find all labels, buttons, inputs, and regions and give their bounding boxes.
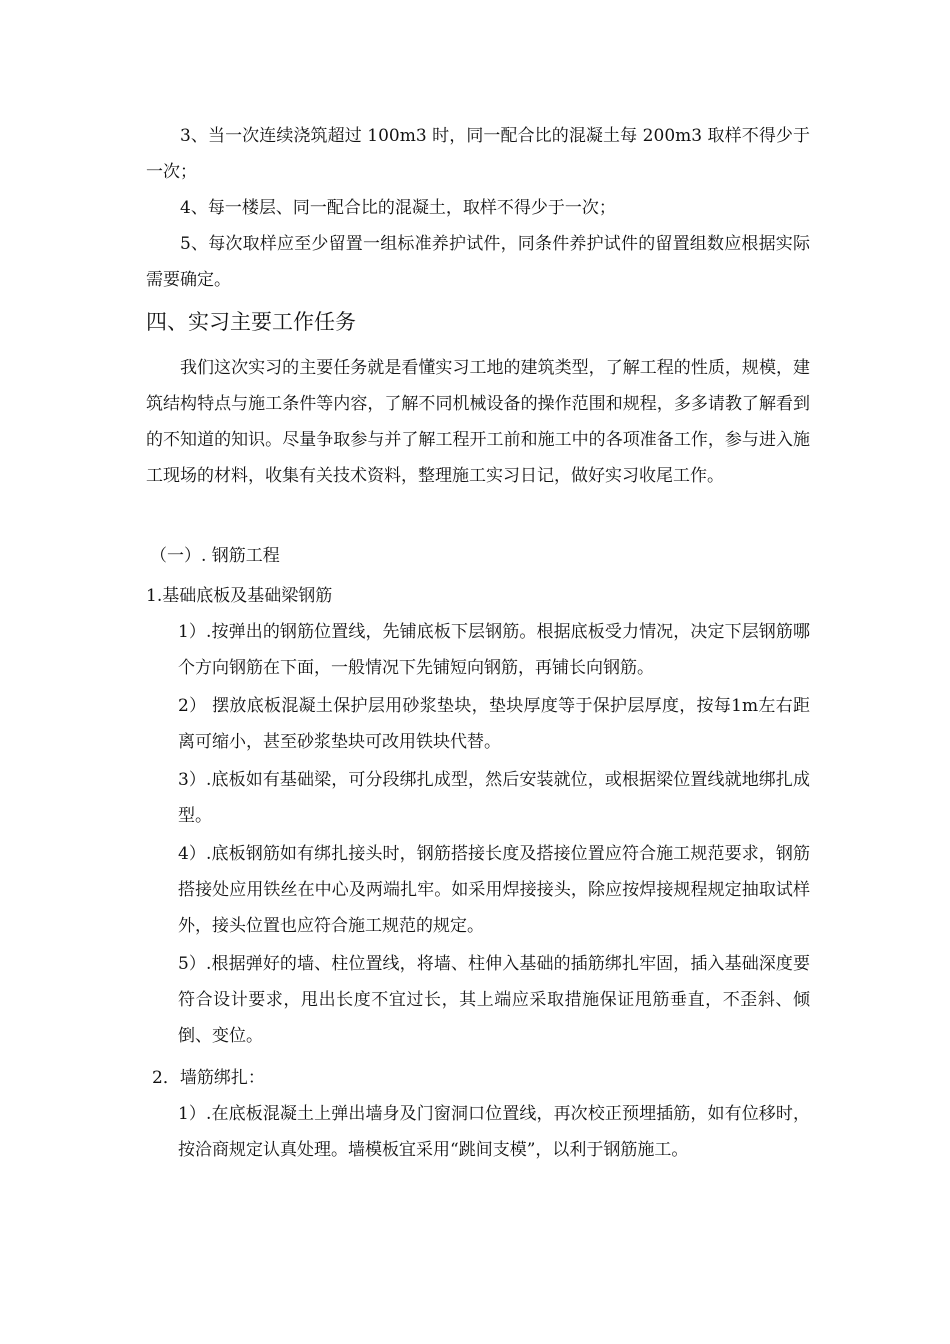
subsection-heading: （一）. 钢筋工程: [150, 546, 280, 566]
paragraph-sampling-3: 3、当一次连续浇筑超过 100m3 时，同一配合比的混凝土每 200m3 取样不得少于一次；: [146, 126, 810, 182]
step-1: 1）.按弹出的钢筋位置线，先铺底板下层钢筋。根据底板受力情况，决定下层钢筋哪个方向钢筋在下面，一般情况下先铺短向钢筋，再铺长向钢筋。: [178, 622, 810, 678]
wall-step-1: 1）.在底板混凝土上弹出墙身及门窗洞口位置线，再次校正预埋插筋，如有位移时，按洽商规定认真处理。墙模板宜采用“跳间支模”，以利于钢筋施工。: [178, 1104, 810, 1160]
paragraph-sampling-5: 5、每次取样应至少留置一组标准养护试件，同条件养护试件的留置组数应根据实际需要确定。: [146, 234, 810, 290]
step-5: 5）.根据弹好的墙、柱位置线，将墙、柱伸入基础的插筋绑扎牢固，插入基础深度要符合设计要求，甩出长度不宜过长，其上端应采取措施保证甩筋垂直，不歪斜、倾倒、变位。: [178, 954, 810, 1046]
step-2: 2） 摆放底板混凝土保护层用砂浆垫块，垫块厚度等于保护层厚度，按每1m左右距离可缩小，甚至砂浆垫块可改用铁块代替。: [178, 696, 810, 752]
step-3: 3）.底板如有基础梁，可分段绑扎成型，然后安装就位，或根据梁位置线就地绑扎成型。: [178, 770, 810, 826]
step-4: 4）.底板钢筋如有绑扎接头时，钢筋搭接长度及搭接位置应符合施工规范要求，钢筋搭接处应用铁丝在中心及两端扎牢。如采用焊接接头，除应按焊接规程规定抽取试样外，接头位置也应符合施工规范的规定。: [178, 844, 810, 936]
paragraph-sampling-4: 4、每一楼层、同一配合比的混凝土，取样不得少于一次；: [180, 198, 616, 218]
item-heading-wall: 2．墙筋绑扎：: [152, 1068, 265, 1088]
item-heading-foundation: 1.基础底板及基础梁钢筋: [146, 586, 333, 606]
section-heading: 四、实习主要工作任务: [146, 310, 356, 334]
paragraph-tasks: 我们这次实习的主要任务就是看懂实习工地的建筑类型，了解工程的性质，规模，建筑结构特点与施工条件等内容，了解不同机械设备的操作范围和规程，多多请教了解看到的不知道的知识。尽量争取参与并了解工程开工前和施工中的各项准备工作，参与进入施工现场的材料，收集有关技术资料，整理施工实习日记，做好实习收尾工作。: [146, 358, 810, 486]
